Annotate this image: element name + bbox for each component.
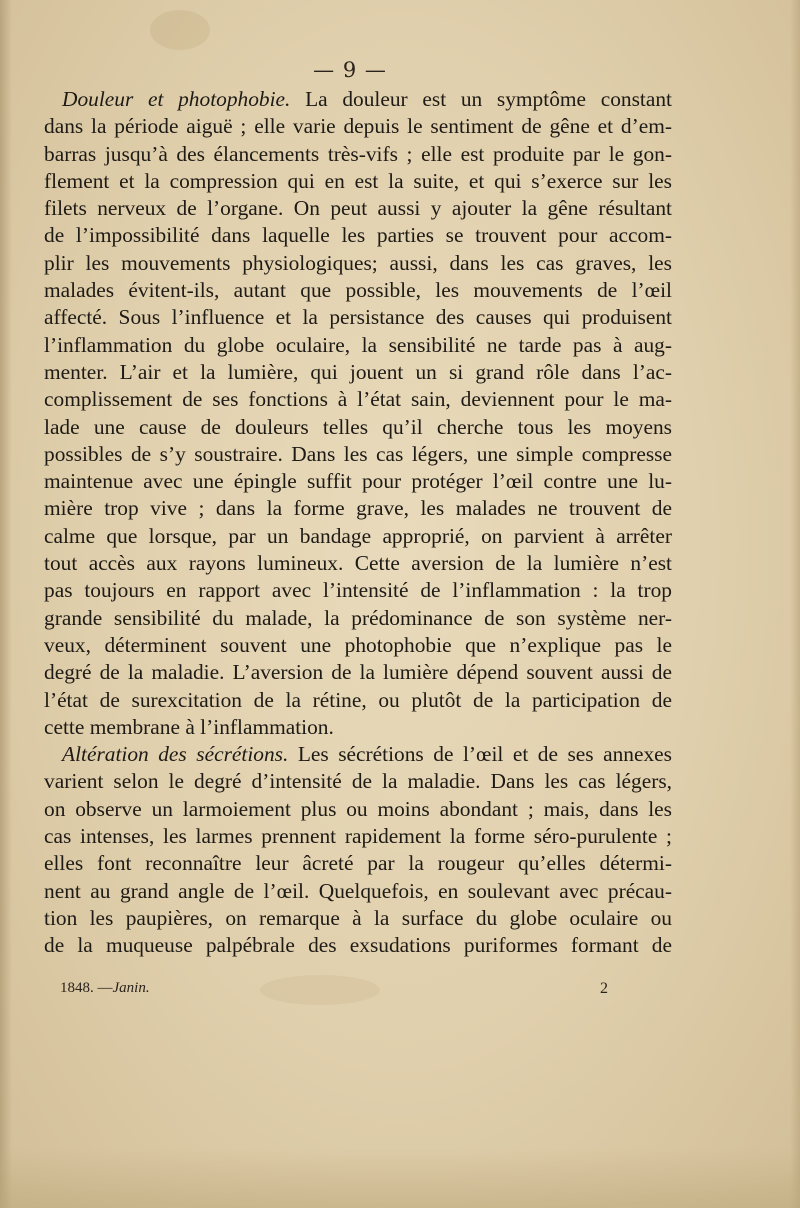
line-text: de la muqueuse palpébrale des exsudations puriformes formant de <box>44 933 672 958</box>
text-line <box>44 195 672 222</box>
gathering-mark: 2 <box>600 980 608 997</box>
text-line <box>44 577 672 604</box>
text-line <box>44 386 672 413</box>
line-text: malades évitent-ils, autant que possible, les mouvements de l’œil <box>44 278 672 303</box>
line-text: pas toujours en rapport avec l’intensité de l’inflammation : la trop <box>44 578 672 603</box>
text-line <box>44 441 672 468</box>
text-line <box>44 687 672 714</box>
page-right-shadow <box>790 0 800 1208</box>
line-text: varient selon le degré d’intensité de la maladie. Dans les cas légers, <box>44 769 672 794</box>
text-line <box>44 141 672 168</box>
line-text: barras jusqu’à des élancements très-vifs ; elle est produite par le gon- <box>44 141 672 166</box>
line-text: tion les paupières, on remarque à la surface du globe oculaire ou <box>44 905 672 930</box>
line-text: menter. L’air et la lumière, qui jouent un si grand rôle dans l’ac- <box>44 359 672 384</box>
text-line <box>44 605 672 632</box>
line-text: cas intenses, les larmes prennent rapidement la forme séro-purulente ; <box>44 824 672 849</box>
paper-stain <box>150 10 210 50</box>
text-line <box>44 359 672 386</box>
paragraph-heading: Altération des sécrétions. <box>62 742 289 767</box>
text-line <box>44 659 672 686</box>
line-text: tout accès aux rayons lumineux. Cette aversion de la lumière n’est <box>44 551 672 576</box>
line-text: l’état de surexcitation de la rétine, ou plutôt de la participation de <box>44 687 672 712</box>
line-text: cette membrane à l’inflammation. <box>44 714 334 739</box>
line-text: Les sécrétions de l’œil et de ses annexes <box>288 742 672 767</box>
footer-author: Janin. <box>112 980 150 996</box>
text-line <box>44 86 672 113</box>
line-text: mière trop vive ; dans la forme grave, les malades ne trouvent de <box>44 496 672 521</box>
text-line <box>44 823 672 850</box>
text-line <box>44 304 672 331</box>
line-text: on observe un larmoiement plus ou moins abondant ; mais, dans les <box>44 796 672 821</box>
line-text: plir les mouvements physiologiques; aussi, dans les cas graves, les <box>44 250 672 275</box>
line-text: grande sensibilité du malade, la prédominance de son système ner- <box>44 605 672 630</box>
text-line <box>44 168 672 195</box>
line-text: possibles de s’y soustraire. Dans les cas légers, une simple compresse <box>44 441 672 466</box>
text-line <box>44 632 672 659</box>
line-text: complissement de ses fonctions à l’état sain, deviennent pour le ma- <box>44 387 672 412</box>
text-line <box>44 932 672 959</box>
line-text: de l’impossibilité dans laquelle les parties se trouvent pour accom- <box>44 223 672 248</box>
line-text: filets nerveux de l’organe. On peut aussi y ajouter la gêne résultant <box>44 196 672 221</box>
line-text: l’inflammation du globe oculaire, la sensibilité ne tarde pas à aug- <box>44 332 672 357</box>
text-line <box>44 741 672 768</box>
text-line <box>44 714 672 741</box>
text-line <box>44 113 672 140</box>
line-text: flement et la compression qui en est la suite, et qui s’exerce sur les <box>44 168 672 193</box>
text-line <box>44 796 672 823</box>
line-text: veux, déterminent souvent une photophobie que n’explique pas le <box>44 632 672 657</box>
text-line <box>44 523 672 550</box>
line-text: elles font reconnaître leur âcreté par la rougeur qu’elles détermi- <box>44 851 672 876</box>
page-left-shadow <box>0 0 12 1208</box>
text-line <box>44 495 672 522</box>
text-line <box>44 550 672 577</box>
line-text: La douleur est un symptôme constant <box>290 87 672 111</box>
line-text: calme que lorsque, par un bandage approprié, on parvient à arrêter <box>44 523 672 548</box>
text-line <box>44 332 672 359</box>
text-line <box>44 414 672 441</box>
page-number: — 9 — <box>313 58 387 82</box>
paragraph-heading: Douleur et photophobie. <box>62 87 291 111</box>
line-text: nent au grand angle de l’œil. Quelquefois, en soulevant avec précau- <box>44 878 672 903</box>
text-line <box>44 850 672 877</box>
printer-signature: 1848. —Janin. <box>60 980 150 996</box>
line-text: maintenue avec une épingle suffit pour protéger l’œil contre une lu- <box>44 469 672 494</box>
text-line <box>44 222 672 249</box>
line-text: degré de la maladie. L’aversion de la lumière dépend souvent aussi de <box>44 660 672 685</box>
footer-year: 1848. <box>60 980 94 996</box>
paper-stain <box>260 975 380 1005</box>
line-text: dans la période aiguë ; elle varie depuis le sentiment de gêne et d’em- <box>44 114 672 139</box>
text-line <box>44 768 672 795</box>
text-line <box>44 468 672 495</box>
text-line <box>44 250 672 277</box>
line-text: affecté. Sous l’influence et la persistance des causes qui produisent <box>44 305 672 330</box>
body-text <box>44 86 672 960</box>
text-line <box>44 905 672 932</box>
text-line <box>44 878 672 905</box>
line-text: lade une cause de douleurs telles qu’il cherche tous les moyens <box>44 414 672 439</box>
text-line <box>44 277 672 304</box>
page-bottom-shadow <box>0 1148 800 1208</box>
